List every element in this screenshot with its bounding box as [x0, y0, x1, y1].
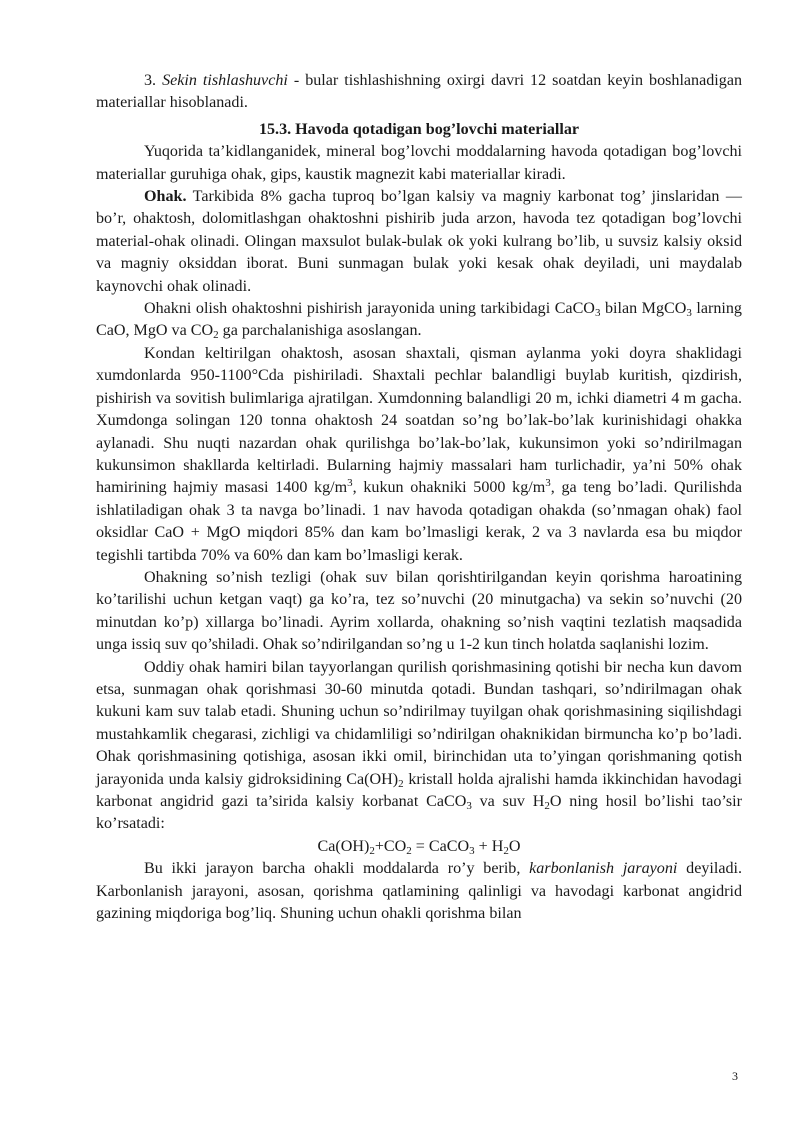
paragraph-lime: Ohak. Tarkibida 8% gacha tuproq bo’lgan kalsiy va magniy karbonat tog’ jinslaridan — bo’r, ohaktosh, dolomitlashgan ohaktoshni pishirib juda arzon, havoda tez qotadigan bog’lovchi material-ohak olinadi. Olingan maxsulot bulak-bulak ok yoki kulrang bo’lib, u suvsiz kalsiy oksid va magniy oksiddan iborat. Buni sunmagan bulak yoki kesak ohak deyiladi, uni maydalab kaynovchi ohak olinadi.	[96, 188, 742, 295]
paragraph-lime-production: Ohakni olish ohaktoshni pishirish jarayonida uning tarkibidagi CaCO$_3$ bilan MgCO$_3$ larning CaO, MgO va $CO_2$ ga parchalanishiga asoslangan.	[96, 300, 742, 342]
term-lime: Ohak.	[144, 188, 187, 206]
paragraph-intro: Yuqorida ta’kidlanganidek, mineral bog’lovchi moddalarning havoda qotadigan bog’lovchi materiallar guruhiga ohak, gips, kaustik magnezit kabi materiallar kiradi.	[96, 143, 742, 183]
paragraph-slaking: Ohakning so’nish tezligi (ohak suv bilan qorishtirilgandan keyin qorishma haroatining ko’tarilishi uchun ketgan vaqt) ga ko’ra, tez so’nuvchi (20 minutgacha) va sekin so’nuvchi (20 minutdan ko’p) xillarga bo’linadi. Ayrim xollarda, ohakning so’nish vaqtini tezlatish maqsadida unga issiq suv qo’shiladi. Ohak so’ndirilgandan so’ng u 1-2 kun tinch holatda saqlanishi lozim.	[96, 568, 742, 654]
page-number: 3	[732, 1069, 738, 1083]
paragraph-carbonation: Bu ikki jarayon barcha ohakli moddalarda ro’y berib, karbonlanish jarayoni deyiladi. Karbonlanish jarayoni, asosan, qorishma qatlamining qalinligi va havodagi karbonat angidrid gazining miqdoriga bog’liq. Shuning uchun ohakli qorishma bilan	[96, 860, 743, 923]
section-heading: 15.3. Havoda qotadigan bog’lovchi materiallar	[258, 120, 580, 138]
paragraph-slow-setting: 3. Sekin tishlashuvchi - bular tishlashishning oxirgi davri 12 soatdan keyin boshlanadigan materiallar hisoblanadi.	[96, 72, 743, 112]
paragraph-hardening: Oddiy ohak hamiri bilan tayyorlangan qurilish qorishmasining qotishi bir necha kun davom etsa, sunmagan ohak qorishmasi 30-60 minutda qotadi. Bundan tashqari, so’ndirilmagan ohak kukuni kam suv talab etadi. Shuning uchun so’ndirilmay tuyilgan ohak qorishmasining siqilishdagi mustahkamlik chegarasi, zichligi va chidamliligi so’ndirilgan ohaknikidan birmuncha ko’p bo’ladi. Ohak qorishmasining qotishiga, asosan ikki omil, birinchidan uta to’yingan qorishmaning qotish jarayonida unda kalsiy gidroksidining $Ca(OH)_2$ kristall holda ajralishi hamda ikkinchidan havodagi karbonat angidrid gazi ta’sirida kalsiy korbanat CaCO$_3$ va suv $H_2O$ ning hosil bo’lishi tao’sir ko’rsatadi:	[96, 658, 742, 833]
document-page	[96, 70, 742, 925]
term-carbonation: karbonlanish jarayoni	[529, 860, 678, 878]
term-slow-setting: Sekin tishlashuvchi	[162, 72, 288, 89]
chemical-formula: $Ca(OH)_2+CO_2$ = CaCO$_3$ + $H_2O$	[317, 837, 521, 857]
paragraph-kilns: Kondan keltirilgan ohaktosh, asosan shaxtali, qisman aylanma yoki doyra shaklidagi xumdonlarda 950-1100°Cda pishiriladi. Shaxtali pechlar balandligi buylab kuritish, qizdirish, pishirish va sovitish bulimlariga ajratilgan. Xumdonning balandligi 20 m, ichki diametri 4 m gacha. Xumdonga solingan 120 tonna ohaktosh 24 soatdan so’ng bo’lak-bo’lak kurinishidagi ohakka aylanadi. Shu nuqti nazardan ohak qurilishga bo’lak-bo’lak, kukunsimon yoki so’ndirilmagan kukunsimon shakllarda keltirladi. Bularning hajmiy massalari ham turlichadir, ya’ni 50% ohak hamirining hajmiy masasi 1400 $kg/m^3$, kukun ohakniki 5000 $kg/m^3$, ga teng bo’ladi. Qurilishda ishlatiladigan ohak 3 ta navga bo’linadi. 1 nav havoda qotadigan ohakda (so’nmagan ohak) faol oksidlar CaO + MgO miqdori 85% dan kam bo’lmasligi kerak, 2 va 3 navlarda esa bu miqdor tegishli tartibda 70% va 60% dan kam bo’lmasligi kerak.	[96, 344, 742, 564]
